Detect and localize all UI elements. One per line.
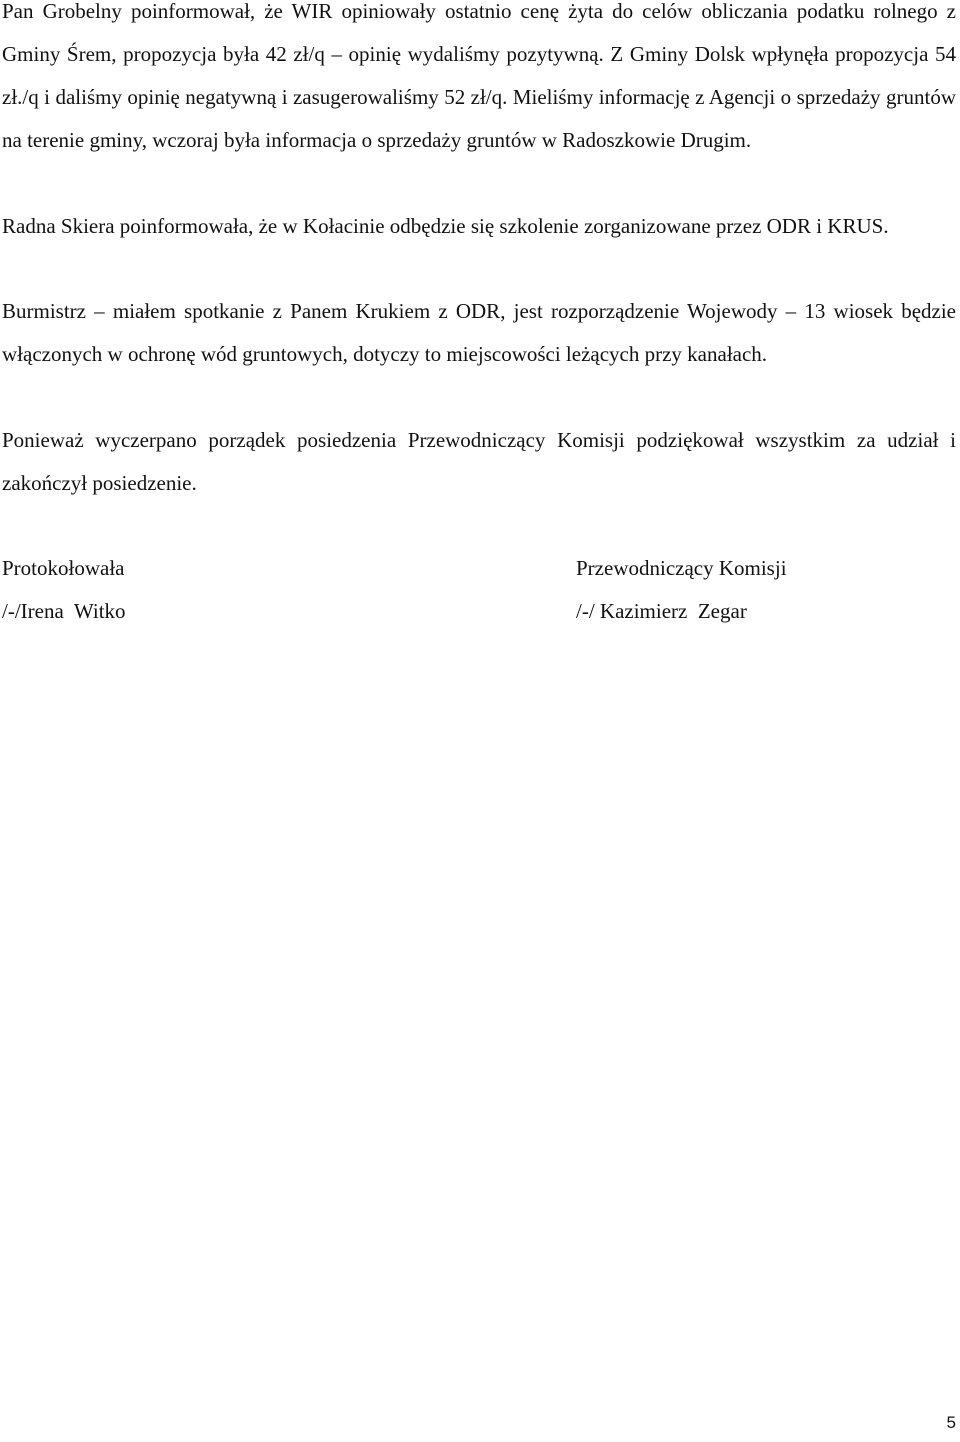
signature-right-name: /-/ Kazimierz Zegar xyxy=(576,599,747,623)
page-number: 5 xyxy=(946,1413,956,1432)
signature-left-role: Protokołowała xyxy=(2,556,125,580)
signature-right-role: Przewodniczący Komisji xyxy=(576,556,787,580)
paragraph-closing: Ponieważ wyczerpano porządek posiedzenia Przewodniczący Komisji podziękował wszystkim za udział i zakończył posiedzenie. xyxy=(2,428,956,495)
paragraph-burmistrz-meeting: Burmistrz – miałem spotkanie z Panem Krukiem z ODR, jest rozporządzenie Wojewody – 13 wiosek będzie włączonych w ochronę wód gruntowych, dotyczy to miejscowości leżących przy kanałach. xyxy=(2,299,956,366)
paragraph-skiera-training: Radna Skiera poinformowała, że w Kołacinie odbędzie się szkolenie zorganizowane przez ODR i KRUS. xyxy=(2,214,889,238)
signature-left-name: /-/Irena Witko xyxy=(2,599,126,623)
paragraph-grobelny-report: Pan Grobelny poinformował, że WIR opiniowały ostatnio cenę żyta do celów obliczania podatku rolnego z Gminy Śrem, propozycja była 42 zł/q – opinię wydaliśmy pozytywną. Z Gminy Dolsk wpłynęła propozycja 54 zł./q i daliśmy opinię negatywną i zasugerowaliśmy 52 zł/q. Mieliśmy informację z Agencji o sprzedaży gruntów na terenie gminy, wczoraj była informacja o sprzedaży gruntów w Radoszkowie Drugim. xyxy=(2,0,956,152)
